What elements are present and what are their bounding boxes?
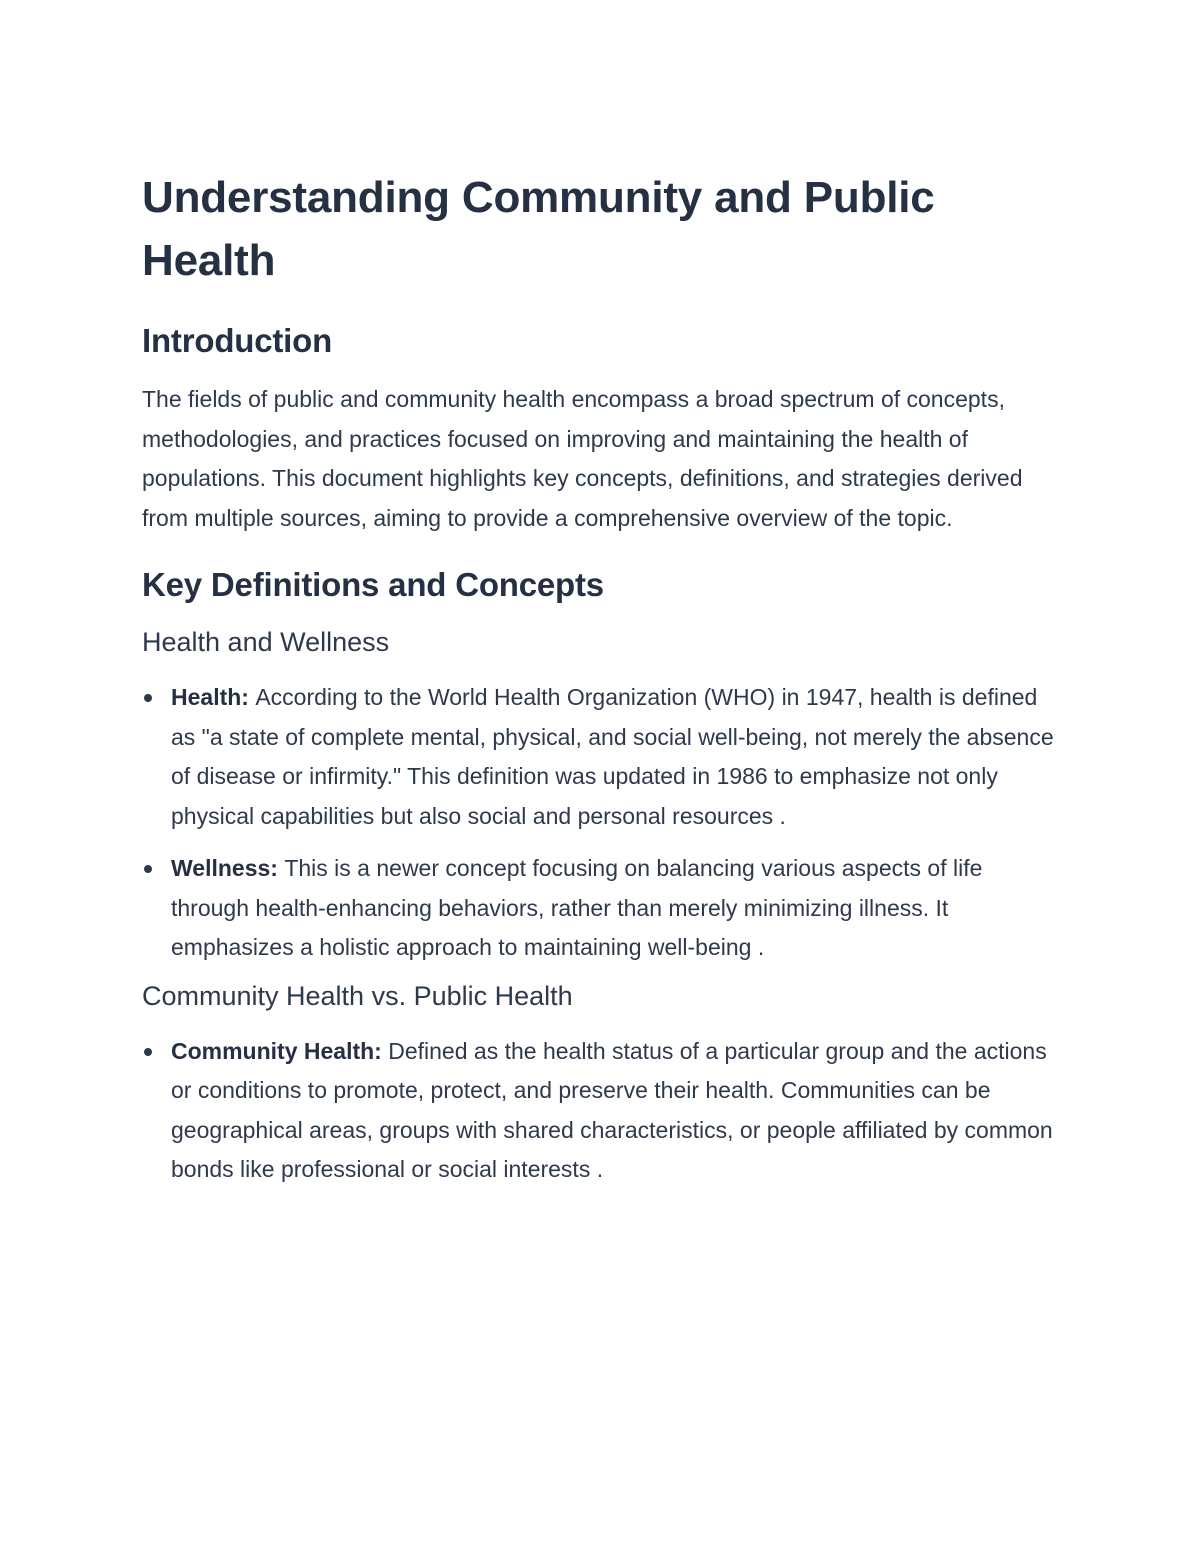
term-label: Community Health: <box>171 1037 389 1064</box>
term-label: Health: <box>171 684 256 710</box>
list-item-community-health <box>142 1032 1057 1190</box>
key-definitions-heading: Key Definitions and Concepts <box>142 566 604 603</box>
term-text: Defined as the health status of a particular group and the actions or conditions to promote, protect, and preserve their health. Communities can be geographical areas, groups with shared characteristics, or people affiliated by common bonds like professional or social interests . <box>171 1037 1053 1182</box>
bullet-icon <box>144 1048 152 1056</box>
term-text: This is a newer concept focusing on balancing various aspects of life through health-enhancing behaviors, rather than merely minimizing illness. It emphasizes a holistic approach to maintaining well-being . <box>171 855 983 960</box>
document-page <box>142 166 1057 1190</box>
term-label: Wellness: <box>171 855 285 881</box>
bullet-icon <box>144 865 152 873</box>
list-item-wellness <box>142 849 1057 968</box>
term-text: According to the World Health Organization (WHO) in 1947, health is defined as "a state of complete mental, physical, and social well-being, not merely the absence of disease or infirmity." This definition was updated in 1986 to emphasize not only physical capabilities but also social and personal resources . <box>171 684 1054 829</box>
health-wellness-list <box>142 678 1057 968</box>
community-vs-public-heading: Community Health vs. Public Health <box>142 980 573 1011</box>
introduction-body: The fields of public and community health encompass a broad spectrum of concepts, methodologies, and practices focused on improving and maintaining the health of populations. This document highlights key concepts, definitions, and strategies derived from multiple sources, aiming to provide a comprehensive overview of the topic. <box>142 386 1023 531</box>
health-wellness-heading: Health and Wellness <box>142 627 390 657</box>
list-item-health <box>142 678 1057 836</box>
document-title: Understanding Community and Public Health <box>142 173 935 285</box>
introduction-heading: Introduction <box>142 322 333 359</box>
community-vs-public-list <box>142 1032 1057 1190</box>
bullet-icon <box>144 694 152 702</box>
